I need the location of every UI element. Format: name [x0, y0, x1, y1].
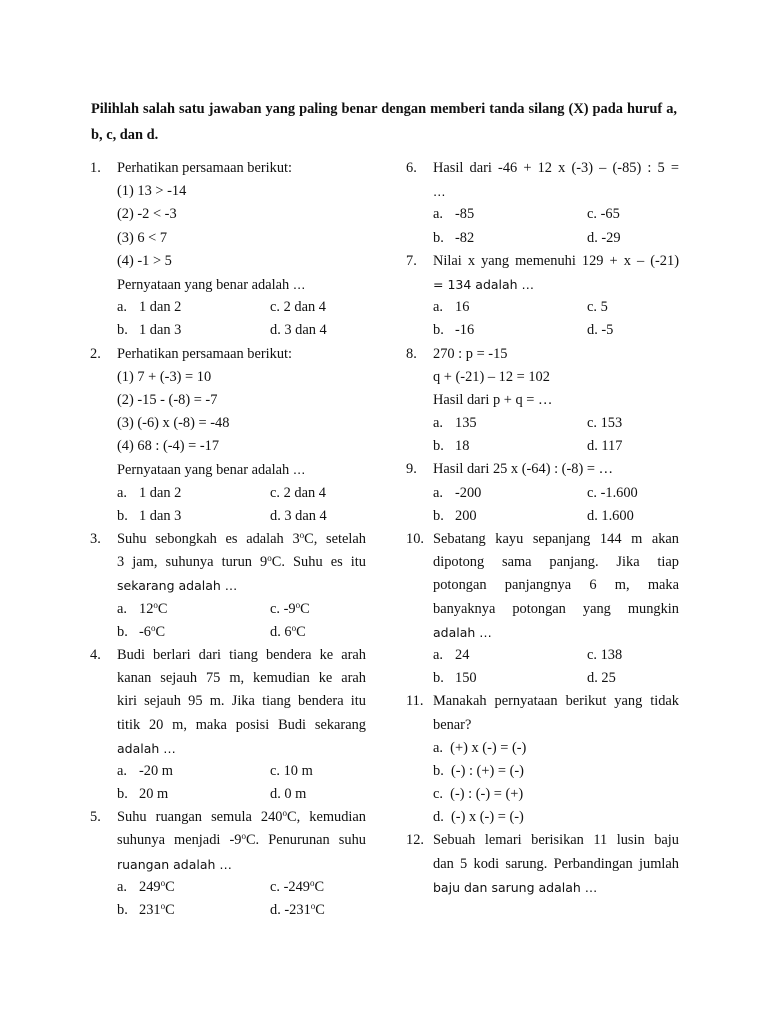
statement-item: (4) 68 : (-4) = -17 — [117, 438, 220, 455]
equation: q + (-21) – 12 = 102 — [433, 368, 550, 385]
option-b[interactable]: b. 20 m — [117, 786, 169, 803]
question-12: 12. Sebuah lemari berisikan 11 lusin baju dan 5 kodi sarung. Perbandingan jumlah baju dan sarung adalah … — [406, 829, 679, 899]
question-3: 3. Suhu sebongkah es adalah 3$^o$C, setelah 3 jam, suhunya turun 9$^o$C. Suhu es itu sekarang adalah … a. 12$^o$C c. -9$^o$C b. -6$^o$C d. 6$^o$C — [90, 528, 366, 644]
question-number: 10. — [406, 531, 424, 547]
question-prompt: Hasil dari p + q = … — [433, 391, 553, 408]
option-a[interactable]: a. (+) x (-) = (-) — [433, 739, 527, 756]
option-c[interactable]: c. 138 — [587, 646, 623, 663]
question-10: 10. Sebatang kayu sepanjang 144 m akan dipotong sama panjang. Jika tiap potongan panjangnya 6 m, maka banyaknya potongan yang mungkin adalah … a. 24 c. 138 b. 150 d. 25 — [406, 528, 679, 690]
option-d[interactable]: d. 3 dan 4 — [270, 507, 327, 524]
option-c[interactable]: c. 153 — [587, 415, 623, 432]
option-a[interactable]: a. -20 m — [117, 762, 173, 779]
option-c[interactable]: c. 2 dan 4 — [270, 484, 326, 501]
answer-options — [117, 296, 366, 342]
statement-item: (2) -2 < -3 — [117, 206, 177, 223]
question-1 — [90, 157, 366, 343]
option-b[interactable]: b. -82 — [433, 229, 475, 246]
question-9 — [406, 458, 679, 528]
option-b[interactable]: b. 150 — [433, 670, 477, 687]
statement-item: (3) (-6) x (-8) = -48 — [117, 415, 230, 432]
option-d[interactable]: d. -5 — [587, 322, 614, 339]
option-a[interactable]: a. 24 — [433, 646, 470, 663]
option-c[interactable]: c. -65 — [587, 206, 620, 223]
answer-options — [433, 412, 679, 458]
question-stem: Hasil dari 25 x (-64) : (-8) = … — [433, 461, 613, 478]
question-4: 4. Budi berlari dari tiang bendera ke arah kanan sejauh 75 m, kemudian ke arah kiri sejauh 95 m. Jika tiang bendera itu titik 20 m, maka posisi Budi sekarang adalah … a. -20 m c. 10 m b. 20 m d. 0 m — [90, 644, 366, 806]
answer-options — [117, 482, 366, 528]
answer-options — [433, 482, 679, 528]
option-c[interactable]: c. 5 — [587, 299, 608, 316]
equation: 270 : p = -15 — [433, 345, 508, 362]
answer-options — [117, 876, 366, 922]
option-a[interactable]: a. -85 — [433, 206, 475, 223]
question-7: 7. Nilai x yang memenuhi 129 + x – (-21) = 134 adalah … a. 16 c. 5 b. -16 d. -5 — [406, 250, 679, 343]
option-b[interactable]: b. 200 — [433, 507, 477, 524]
question-stem: Perhatikan persamaan berikut: — [117, 160, 293, 176]
question-number: 8. — [406, 345, 417, 362]
option-c[interactable]: c. -9$^o$C — [270, 599, 310, 617]
option-c[interactable]: c. 10 m — [270, 762, 313, 779]
option-b[interactable]: b. (-) : (+) = (-) — [433, 762, 524, 779]
question-6: 6. Hasil dari -46 + 12 x (-3) – (-85) : 5 = … a. -85 c. -65 b. -82 d. -29 — [406, 157, 679, 250]
question-number: 12. — [406, 832, 424, 849]
statement-item: (3) 6 < 7 — [117, 229, 168, 246]
instructions: Pilihlah salah satu jawaban yang paling benar dengan memberi tanda silang (X) pada huruf a, b, c, dan d. — [91, 101, 677, 143]
left-column — [90, 157, 366, 922]
question-number: 4. — [90, 646, 101, 663]
option-a[interactable]: a. 249$^o$C — [117, 877, 175, 895]
option-d[interactable]: d. 117 — [587, 438, 623, 455]
question-number: 2. — [90, 345, 101, 362]
statement-item: (1) 7 + (-3) = 10 — [117, 368, 212, 385]
option-a[interactable]: a. 135 — [433, 415, 477, 432]
option-a[interactable]: a. 16 — [433, 299, 470, 316]
statement-item: (2) -15 - (-8) = -7 — [117, 391, 218, 408]
question-stem: suhunya menjadi -9$^o$C. Penurunan suhu ruangan adalah … — [117, 831, 366, 872]
option-d[interactable]: d. 1.600 — [587, 507, 634, 524]
question-stem: dipotong sama panjang. Jika tiap potongan panjangnya 6 m, maka banyaknya potongan yang mungkin adalah … — [433, 554, 679, 640]
question-stem: dan 5 kodi sarung. Perbandingan jumlah baju dan sarung adalah … — [433, 855, 679, 895]
question-prompt: Pernyataan yang benar adalah … — [117, 462, 306, 479]
option-c[interactable]: c. -1.600 — [587, 484, 638, 501]
question-number: 1. — [90, 160, 101, 176]
question-number: 9. — [406, 461, 417, 478]
question-stem: Hasil dari -46 + 12 x (-3) – (-85) : 5 = — [433, 160, 679, 176]
option-a[interactable]: a. 1 dan 2 — [117, 299, 182, 316]
question-11: 11. Manakah pernyataan berikut yang tidak benar? a. (+) x (-) = (-) b. (-) : (+) = (-) c. (-) : (-) = (+) d. (-) x (-) = (-) — [406, 690, 679, 829]
option-d[interactable]: d. 0 m — [270, 786, 307, 803]
option-a[interactable]: a. -200 — [433, 484, 482, 501]
question-2 — [90, 343, 366, 529]
statement-item: (4) -1 > 5 — [117, 252, 172, 269]
answer-options — [433, 644, 679, 690]
question-stem: Nilai x yang memenuhi 129 + x – (-21) — [433, 252, 679, 269]
option-d[interactable]: d. -231$^o$C — [270, 901, 325, 918]
question-number: 11. — [406, 693, 424, 710]
answer-options — [433, 296, 679, 342]
option-d[interactable]: d. 25 — [587, 670, 616, 687]
statement-item: (1) 13 > -14 — [117, 183, 187, 200]
question-stem: Perhatikan persamaan berikut: — [117, 345, 293, 362]
question-number: 5. — [90, 809, 101, 826]
option-b[interactable]: b. 18 — [433, 438, 470, 455]
option-d[interactable]: d. (-) x (-) = (-) — [433, 809, 524, 826]
option-b[interactable]: b. 1 dan 3 — [117, 507, 182, 524]
answer-options — [117, 598, 366, 644]
option-a[interactable]: a. 12$^o$C — [117, 599, 168, 617]
option-d[interactable]: d. 6$^o$C — [270, 622, 306, 640]
option-b[interactable]: b. 231$^o$C — [117, 901, 175, 918]
question-5: 5. Suhu ruangan semula 240$^o$C, kemudian suhunya menjadi -9$^o$C. Penurunan suhu ruangan adalah … a. 249$^o$C c. -249$^o$C b. 231$^o$C d. -231$^o$C — [90, 806, 366, 922]
option-c[interactable]: c. -249$^o$C — [270, 877, 325, 895]
right-column — [406, 157, 679, 899]
answer-options — [117, 760, 366, 806]
question-stem: Manakah pernyataan berikut yang tidak — [433, 693, 679, 710]
question-stem: kanan sejauh 75 m, kemudian ke arah kiri sejauh 95 m. Jika tiang bendera itu titik 20 m, maka posisi Budi sekarang adalah … — [117, 670, 366, 756]
option-a[interactable]: a. 1 dan 2 — [117, 484, 182, 501]
answer-options — [433, 737, 679, 830]
question-stem: Suhu sebongkah es adalah 3$^o$C, setelah — [117, 530, 367, 547]
option-c[interactable]: c. (-) : (-) = (+) — [433, 786, 524, 803]
option-b[interactable]: b. -16 — [433, 322, 475, 339]
question-number: 6. — [406, 160, 417, 176]
option-c[interactable]: c. 2 dan 4 — [270, 299, 326, 316]
option-b[interactable]: b. -6$^o$C — [117, 622, 166, 640]
question-prompt: Pernyataan yang benar adalah … — [117, 276, 306, 293]
answer-options — [433, 203, 679, 249]
question-number: 3. — [90, 531, 101, 547]
question-8 — [406, 343, 679, 459]
option-d[interactable]: d. 3 dan 4 — [270, 322, 327, 339]
option-b[interactable]: b. 1 dan 3 — [117, 322, 182, 339]
option-d[interactable]: d. -29 — [587, 229, 621, 246]
question-number: 7. — [406, 252, 417, 269]
